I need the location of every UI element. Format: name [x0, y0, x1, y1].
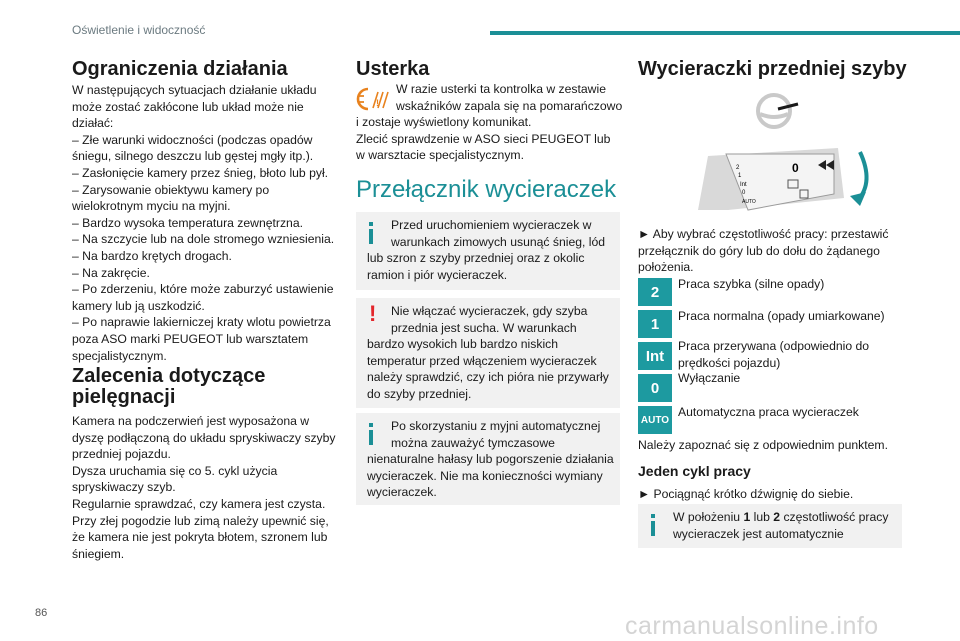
info-note-carwash — [356, 413, 620, 505]
note-line: lub szron z szyby przedniej oraz z okolic — [367, 251, 585, 266]
note-position-2: 2 — [773, 510, 781, 524]
limitations-intro-line: W następujących sytuacjach działanie układu — [72, 83, 317, 97]
header-accent-bar — [490, 31, 960, 35]
warning-note-dry — [356, 298, 620, 408]
note-line: wycieraczek. — [367, 485, 437, 500]
select-line: położenia. — [638, 260, 694, 275]
watermark: carmanualsonline.info — [625, 612, 879, 640]
care-heading-line2: pielęgnacji — [72, 386, 176, 408]
note-auto-text — [673, 509, 898, 542]
mode-badge-0: 0 — [638, 374, 672, 402]
note-carwash-text — [367, 418, 617, 501]
mode-badge-int: Int — [638, 342, 672, 370]
care-line: śniegiem. — [72, 546, 125, 561]
page-number: 86 — [35, 607, 48, 619]
limitation-item-line: wielokrotnym myciu na myjni. — [72, 199, 231, 214]
note-prefix: W położeniu — [673, 510, 744, 524]
limitation-item-line: śniegu, silnego deszczu lub gęstej mgły itp.). — [72, 149, 314, 164]
mode-badge-auto: AUTO — [638, 406, 672, 434]
note-dry-text — [367, 303, 617, 403]
note-line: Nie włączać wycieraczek, gdy szyba — [391, 304, 588, 318]
lever-label-int: Int — [740, 182, 747, 188]
front-wipers-heading: Wycieraczki przedniej szyby — [638, 58, 907, 80]
select-frequency-text — [638, 226, 918, 276]
note-line: do szyby przedniej. — [367, 386, 472, 401]
mode-label-line: Praca normalna (opady umiarkowane) — [678, 309, 885, 323]
care-line: Przy złej pogodzie lub zimą należy upewnić się, — [72, 513, 329, 528]
limitation-item-line: – Złe warunki widoczności (podczas opadów — [72, 132, 313, 147]
fault-line: W razie usterki ta kontrolka w zestawie — [396, 82, 606, 96]
mode-badge-1: 1 — [638, 310, 672, 338]
mode-label-line: Praca szybka (silne opady) — [678, 277, 825, 291]
wiper-lever-illustration — [638, 92, 898, 216]
wiper-switch-heading: Przełącznik wycieraczek — [356, 176, 617, 203]
limitations-intro-line: działać: — [72, 116, 114, 131]
mode-label-fast — [678, 276, 824, 293]
note-line2: wycieraczek jest automatycznie — [673, 526, 844, 541]
svg-text:!: ! — [376, 98, 379, 108]
limitation-item-line: poza ASO marki PEUGEOT lub warsztatem — [72, 331, 309, 346]
note-mid: lub — [750, 510, 774, 524]
fault-line: wskaźników zapala się na pomarańczowo — [396, 98, 623, 113]
note-line: warunkach zimowych usunąć śnieg, lód — [391, 234, 606, 249]
mode-label-normal — [678, 308, 885, 325]
select-line: ► Aby wybrać częstotliwość pracy: przestawić — [638, 227, 889, 241]
info-note-winter — [356, 212, 620, 290]
note-line: Przed uruchomieniem wycieraczek w — [391, 218, 592, 232]
lever-label-1: 1 — [738, 173, 742, 179]
pull-lever-text: ► Pociągnąć krótko dźwignię do siebie. — [638, 487, 854, 501]
info-icon-bar — [651, 521, 655, 536]
limitation-item-line: specjalistycznym. — [72, 348, 167, 363]
limitation-item-line: – Bardzo wysoka temperatura zewnętrzna. — [72, 215, 303, 230]
note-position-1: 1 — [743, 510, 751, 524]
mode-label-off — [678, 370, 740, 387]
mode-label-line: prędkości pojazdu) — [678, 355, 781, 370]
care-line: Dysza uruchamia się co 5. cykl użycia — [72, 463, 278, 478]
limitation-item-line: – Po naprawie lakierniczej kraty wlotu powietrza — [72, 315, 331, 330]
note-line: ramion i piór wycieraczek. — [367, 267, 508, 282]
fault-text — [356, 81, 623, 164]
lever-label-0: 0 — [742, 190, 746, 196]
mode-label-intermittent — [678, 338, 869, 371]
note-line: wycieraczek. Nie ma konieczności wymiany — [367, 468, 603, 483]
lever-label-2: 2 — [736, 165, 740, 171]
note-line: temperatur przed włączeniem wycieraczek — [367, 353, 597, 368]
care-text — [72, 413, 357, 562]
care-line: że kamera nie jest pokryta błotem, szronem lub — [72, 530, 328, 545]
limitations-text — [72, 82, 357, 364]
limitation-item-line: – Na szczycie lub na dole stromego wzniesienia. — [72, 232, 335, 247]
care-heading-line1: Zalecenia dotyczące — [72, 365, 266, 387]
limitation-item-line: – Na zakręcie. — [72, 265, 150, 280]
note-line: nienaturalne hałasy lub pogorszenie działania — [367, 452, 614, 467]
note-line: należy sprawdzić, czy ich pióra nie przywarły — [367, 370, 609, 385]
refer-section-text: Należy zapoznać się z odpowiednim punktem. — [638, 438, 888, 452]
limitation-item-line: kamery lub ją uszkodzić. — [72, 298, 205, 313]
limitations-intro-line: może zostać zakłócone lub układ może nie — [72, 99, 304, 114]
mode-label-line: Praca przerywana (odpowiednio do — [678, 339, 870, 353]
warning-exclamation-icon: ! — [369, 301, 377, 326]
info-icon — [651, 514, 655, 518]
lever-ring-label-0: 0 — [792, 161, 799, 175]
note-suffix: częstotliwość pracy — [780, 510, 889, 524]
care-heading — [72, 366, 265, 408]
mode-badge-2: 2 — [638, 278, 672, 306]
info-note-auto-frequency — [638, 504, 902, 548]
mode-label-auto — [678, 404, 859, 421]
care-line: spryskiwaczy szyb. — [72, 480, 176, 495]
steering-wheel-icon — [758, 95, 790, 127]
header-section-title: Oświetlenie i widoczność — [72, 23, 206, 37]
limitations-heading: Ograniczenia działania — [72, 58, 288, 80]
care-line: Kamera na podczerwień jest wyposażona w — [72, 414, 310, 428]
fault-heading: Usterka — [356, 58, 430, 80]
care-line: dyszę podłączoną do układu spryskiwaczy szyby — [72, 430, 336, 445]
lever-label-auto: AUTO — [742, 199, 756, 205]
note-line: można zauważyć tymczasowe — [391, 435, 555, 450]
fault-line: Zlecić sprawdzenie w ASO sieci PEUGEOT lub — [356, 131, 611, 146]
note-winter-text — [367, 217, 617, 283]
note-line: Po skorzystaniu z myjni automatycznej — [391, 419, 601, 433]
fault-line: w warsztacie specjalistycznym. — [356, 148, 524, 163]
mode-label-line: Automatyczna praca wycieraczek — [678, 405, 859, 419]
single-wipe-heading: Jeden cykl pracy — [638, 463, 751, 479]
limitation-item-line: – Na bardzo krętych drogach. — [72, 248, 232, 263]
limitation-item-line: – Po zderzeniu, które może zaburzyć ustawienie — [72, 282, 334, 297]
limitation-item-line: – Zasłonięcie kamery przez śnieg, błoto lub pył. — [72, 165, 329, 180]
limitation-item-line: – Zarysowanie obiektywu kamery po — [72, 182, 270, 197]
note-line: bardzo wysokich lub bardzo niskich — [367, 337, 559, 352]
mode-label-line: Wyłączanie — [678, 371, 741, 385]
select-line: przełącznik do góry lub do dołu do żądanego — [638, 243, 880, 258]
care-line: Regularnie sprawdzać, czy kamera jest czysta. — [72, 496, 326, 511]
fault-line: i zostaje wyświetlony komunikat. — [356, 115, 532, 130]
note-line: przednia jest sucha. W warunkach — [391, 320, 577, 335]
care-line: przedniej pojazdu. — [72, 447, 171, 462]
